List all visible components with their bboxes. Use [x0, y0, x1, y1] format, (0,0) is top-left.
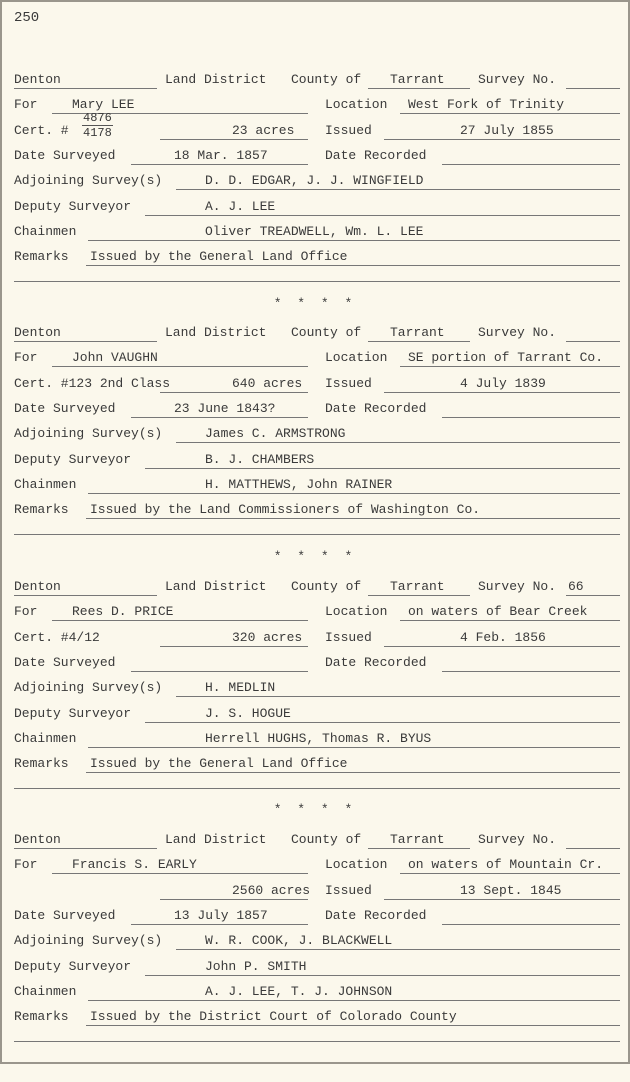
record-separator: * * * * — [273, 802, 357, 817]
land-district-label: Land District — [165, 72, 267, 87]
date-recorded-line — [442, 164, 620, 165]
district-value: Denton — [14, 325, 61, 340]
issued-label: Issued — [325, 123, 372, 138]
for-value: Francis S. EARLY — [72, 857, 197, 872]
issued-line — [384, 392, 620, 393]
location-line — [400, 366, 620, 367]
for-line — [52, 873, 308, 874]
for-label: For — [14, 350, 38, 365]
adjoining-row — [0, 680, 630, 700]
county-line — [368, 88, 470, 89]
date-recorded-label: Date Recorded — [325, 401, 427, 416]
county-line — [368, 848, 470, 849]
cert-prefix: Cert. # — [14, 123, 69, 138]
chainmen-row — [0, 731, 630, 751]
remarks-line — [86, 1025, 620, 1026]
for-line — [52, 620, 308, 621]
cert-text: Cert. #123 2nd Class — [14, 376, 171, 391]
adjoining-line — [176, 949, 620, 950]
district-value: Denton — [14, 579, 61, 594]
deputy-line — [145, 468, 620, 469]
adjoining-line — [176, 696, 620, 697]
deputy-label: Deputy Surveyor — [14, 199, 132, 214]
deputy-row — [0, 706, 630, 726]
survey-no-line — [566, 88, 620, 89]
date-surveyed-line — [131, 671, 308, 672]
acres-value: 320 acres — [232, 630, 303, 645]
cert-numerator: 4876 — [83, 111, 112, 125]
deputy-line — [145, 975, 620, 976]
adjoining-value: James C. ARMSTRONG — [205, 426, 346, 441]
remarks-value: Issued by the Land Commissioners of Washington Co. — [90, 502, 481, 517]
adjoining-label: Adjoining Survey(s) — [14, 933, 163, 948]
deputy-label: Deputy Surveyor — [14, 706, 132, 721]
location-label: Location — [325, 97, 388, 112]
county-of-label: County of — [291, 579, 362, 594]
issued-label: Issued — [325, 883, 372, 898]
remarks-line — [86, 772, 620, 773]
chainmen-label: Chainmen — [14, 984, 77, 999]
remarks-line — [86, 518, 620, 519]
district-row — [0, 579, 630, 599]
deputy-row — [0, 959, 630, 979]
county-value: Tarrant — [390, 325, 445, 340]
location-value: SE portion of Tarrant Co. — [408, 350, 604, 365]
acres-value: 23 acres — [232, 123, 295, 138]
county-of-label: County of — [291, 832, 362, 847]
date-recorded-label: Date Recorded — [325, 148, 427, 163]
issued-label: Issued — [325, 630, 372, 645]
for-value: Mary LEE — [72, 97, 135, 112]
date-surveyed-value: 18 Mar. 1857 — [174, 148, 268, 163]
remarks-extra-line — [14, 281, 620, 282]
deputy-value: A. J. LEE — [205, 199, 276, 214]
for-label: For — [14, 857, 38, 872]
remarks-row — [0, 249, 630, 269]
remarks-row — [0, 502, 630, 522]
chainmen-value: Oliver TREADWELL, Wm. L. LEE — [205, 224, 424, 239]
date-surveyed-label: Date Surveyed — [14, 655, 116, 670]
date-row — [0, 401, 630, 421]
issued-value: 4 Feb. 1856 — [460, 630, 546, 645]
issued-value: 27 July 1855 — [460, 123, 554, 138]
survey-record — [0, 579, 630, 829]
chainmen-row — [0, 224, 630, 244]
date-row — [0, 148, 630, 168]
district-row — [0, 832, 630, 852]
cert-row — [0, 883, 630, 903]
chainmen-line — [88, 747, 620, 748]
location-value: on waters of Mountain Cr. — [408, 857, 604, 872]
remarks-value: Issued by the General Land Office — [90, 249, 348, 264]
chainmen-line — [88, 1000, 620, 1001]
date-surveyed-value: 23 June 1843? — [174, 401, 276, 416]
adjoining-value: H. MEDLIN — [205, 680, 276, 695]
date-recorded-line — [442, 417, 620, 418]
adjoining-row — [0, 933, 630, 953]
remarks-row — [0, 756, 630, 776]
issued-line — [384, 899, 620, 900]
for-value: John VAUGHN — [72, 350, 158, 365]
date-surveyed-line — [131, 164, 308, 165]
survey-no-line — [566, 341, 620, 342]
issued-line — [384, 646, 620, 647]
issued-line — [384, 139, 620, 140]
cert-row — [0, 630, 630, 650]
issued-value: 13 Sept. 1845 — [460, 883, 562, 898]
survey-no-line — [566, 595, 620, 596]
district-row — [0, 325, 630, 345]
date-row — [0, 908, 630, 928]
district-value: Denton — [14, 72, 61, 87]
location-value: on waters of Bear Creek — [408, 604, 588, 619]
page-number: 250 — [14, 10, 40, 26]
remarks-extra-line — [14, 534, 620, 535]
remarks-label: Remarks — [14, 249, 69, 264]
survey-no-label: Survey No. — [478, 832, 557, 847]
remarks-value: Issued by the General Land Office — [90, 756, 348, 771]
chainmen-value: H. MATTHEWS, John RAINER — [205, 477, 393, 492]
acres-line — [160, 392, 308, 393]
county-of-label: County of — [291, 72, 362, 87]
deputy-line — [145, 215, 620, 216]
survey-no-line — [566, 848, 620, 849]
chainmen-line — [88, 493, 620, 494]
acres-line — [160, 646, 308, 647]
date-recorded-label: Date Recorded — [325, 655, 427, 670]
county-value: Tarrant — [390, 832, 445, 847]
district-row — [0, 72, 630, 92]
acres-value: 2560 acres — [232, 883, 311, 898]
deputy-row — [0, 199, 630, 219]
survey-record — [0, 832, 630, 1082]
remarks-label: Remarks — [14, 1009, 69, 1024]
county-line — [368, 341, 470, 342]
record-separator: * * * * — [273, 549, 357, 564]
remarks-value: Issued by the District Court of Colorado County — [90, 1009, 457, 1024]
deputy-value: J. S. HOGUE — [205, 706, 291, 721]
remarks-extra-line — [14, 1041, 620, 1042]
for-row — [0, 857, 630, 877]
record-separator: * * * * — [273, 296, 357, 311]
deputy-row — [0, 452, 630, 472]
for-row — [0, 350, 630, 370]
for-value: Rees D. PRICE — [72, 604, 174, 619]
adjoining-value: D. D. EDGAR, J. J. WINGFIELD — [205, 173, 424, 188]
survey-no-label: Survey No. — [478, 325, 557, 340]
survey-record — [0, 72, 630, 322]
remarks-label: Remarks — [14, 502, 69, 517]
cert-row — [0, 111, 630, 143]
acres-value: 640 acres — [232, 376, 303, 391]
county-value: Tarrant — [390, 72, 445, 87]
date-surveyed-value: 13 July 1857 — [174, 908, 268, 923]
county-value: Tarrant — [390, 579, 445, 594]
chainmen-row — [0, 477, 630, 497]
adjoining-label: Adjoining Survey(s) — [14, 680, 163, 695]
chainmen-line — [88, 240, 620, 241]
chainmen-row — [0, 984, 630, 1004]
district-line — [14, 848, 157, 849]
deputy-label: Deputy Surveyor — [14, 452, 132, 467]
county-line — [368, 595, 470, 596]
location-label: Location — [325, 604, 388, 619]
chainmen-label: Chainmen — [14, 224, 77, 239]
adjoining-line — [176, 189, 620, 190]
remarks-row — [0, 1009, 630, 1029]
deputy-label: Deputy Surveyor — [14, 959, 132, 974]
cert-fraction — [82, 111, 113, 140]
survey-no-value: 66 — [568, 579, 584, 594]
location-line — [400, 113, 620, 114]
date-surveyed-label: Date Surveyed — [14, 401, 116, 416]
adjoining-value: W. R. COOK, J. BLACKWELL — [205, 933, 393, 948]
deputy-line — [145, 722, 620, 723]
date-surveyed-label: Date Surveyed — [14, 908, 116, 923]
adjoining-label: Adjoining Survey(s) — [14, 173, 163, 188]
adjoining-label: Adjoining Survey(s) — [14, 426, 163, 441]
date-recorded-line — [442, 924, 620, 925]
chainmen-value: Herrell HUGHS, Thomas R. BYUS — [205, 731, 432, 746]
chainmen-value: A. J. LEE, T. J. JOHNSON — [205, 984, 393, 999]
land-district-label: Land District — [165, 579, 267, 594]
land-district-label: Land District — [165, 832, 267, 847]
land-district-label: Land District — [165, 325, 267, 340]
district-line — [14, 88, 157, 89]
adjoining-line — [176, 442, 620, 443]
survey-no-label: Survey No. — [478, 579, 557, 594]
location-label: Location — [325, 350, 388, 365]
location-line — [400, 873, 620, 874]
for-label: For — [14, 97, 38, 112]
issued-value: 4 July 1839 — [460, 376, 546, 391]
cert-denominator: 4178 — [83, 126, 112, 140]
date-surveyed-line — [131, 924, 308, 925]
date-recorded-label: Date Recorded — [325, 908, 427, 923]
county-of-label: County of — [291, 325, 362, 340]
issued-label: Issued — [325, 376, 372, 391]
survey-no-label: Survey No. — [478, 72, 557, 87]
district-line — [14, 595, 157, 596]
remarks-line — [86, 265, 620, 266]
for-line — [52, 366, 308, 367]
date-row — [0, 655, 630, 675]
cert-row — [0, 376, 630, 396]
deputy-value: John P. SMITH — [205, 959, 307, 974]
deputy-value: B. J. CHAMBERS — [205, 452, 315, 467]
district-value: Denton — [14, 832, 61, 847]
location-value: West Fork of Trinity — [408, 97, 565, 112]
acres-line — [160, 139, 308, 140]
remarks-extra-line — [14, 788, 620, 789]
district-line — [14, 341, 157, 342]
chainmen-label: Chainmen — [14, 731, 77, 746]
for-label: For — [14, 604, 38, 619]
date-surveyed-line — [131, 417, 308, 418]
acres-line — [160, 899, 308, 900]
remarks-label: Remarks — [14, 756, 69, 771]
cert-text: Cert. #4/12 — [14, 630, 100, 645]
survey-record — [0, 325, 630, 575]
location-label: Location — [325, 857, 388, 872]
date-recorded-line — [442, 671, 620, 672]
location-line — [400, 620, 620, 621]
adjoining-row — [0, 173, 630, 193]
adjoining-row — [0, 426, 630, 446]
date-surveyed-label: Date Surveyed — [14, 148, 116, 163]
chainmen-label: Chainmen — [14, 477, 77, 492]
for-row — [0, 604, 630, 624]
